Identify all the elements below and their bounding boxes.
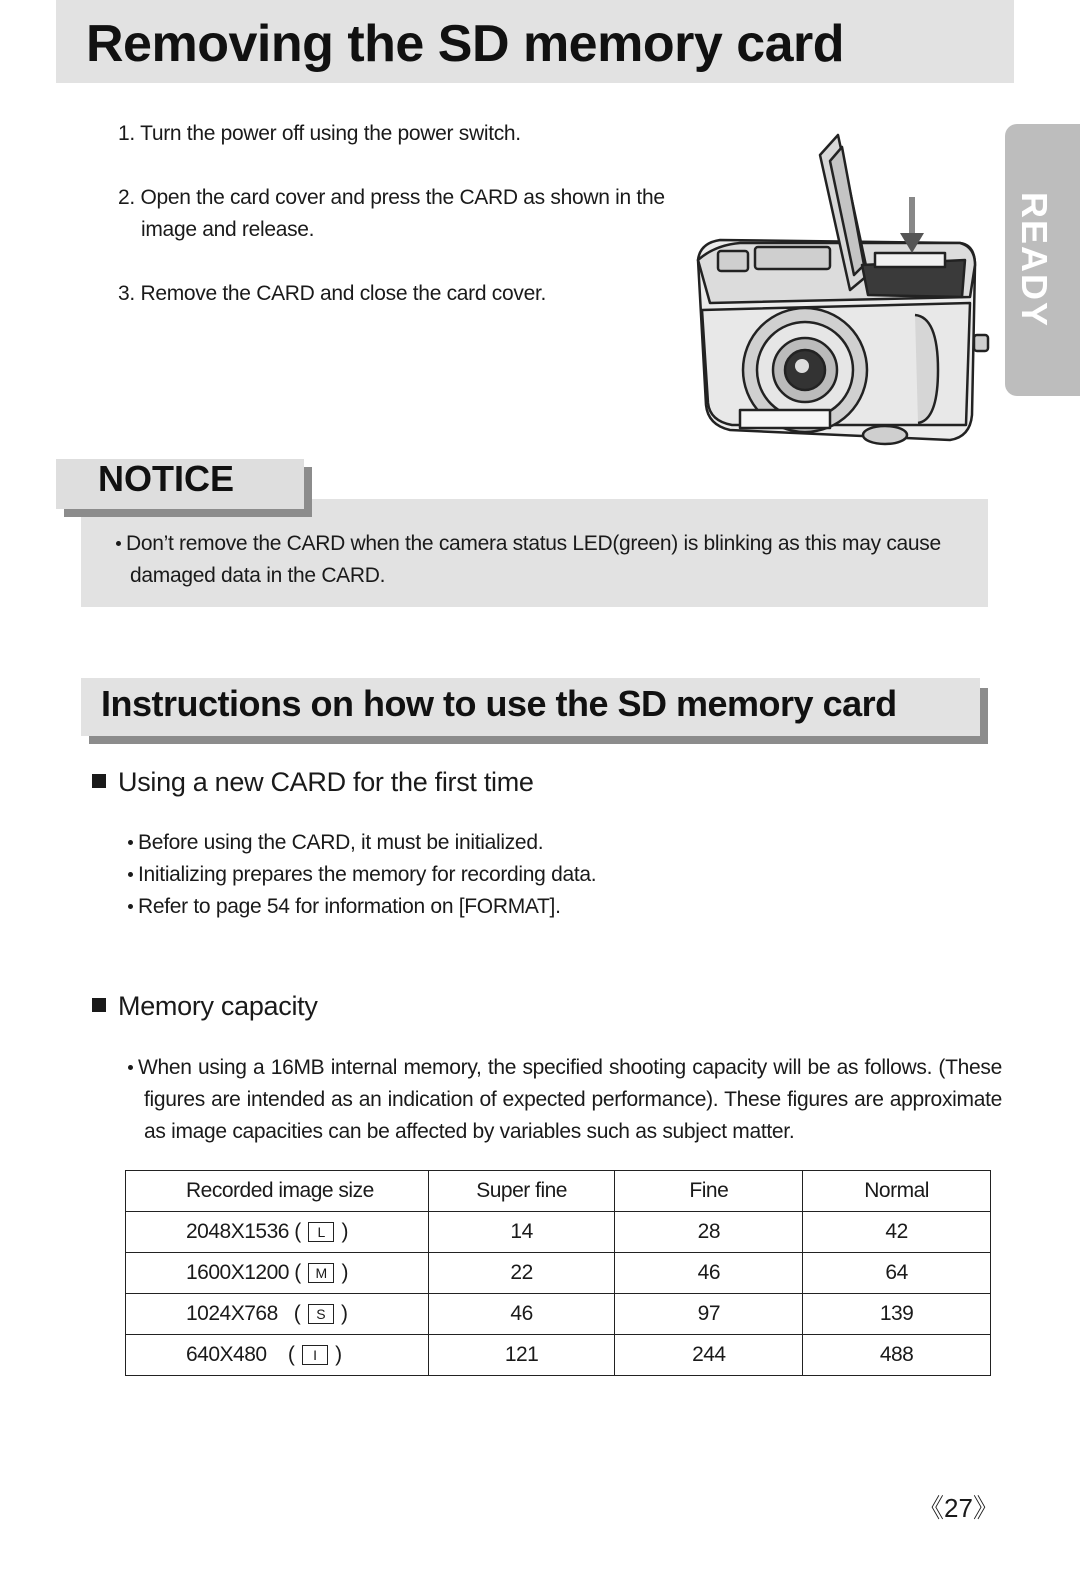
memory-capacity-heading-text: Memory capacity <box>118 991 318 1021</box>
step-3: 3. Remove the CARD and close the card cover. <box>118 282 547 305</box>
new-card-heading-text: Using a new CARD for the first time <box>118 767 534 797</box>
size-m-icon: M <box>308 1263 334 1283</box>
step-2: 2. Open the card cover and press the CARD as shown in the image and release. <box>118 186 665 241</box>
new-card-bullets <box>128 827 828 923</box>
table-cell: 64 <box>803 1253 991 1294</box>
square-bullet-icon <box>92 774 106 788</box>
removal-steps <box>118 118 678 342</box>
table-row <box>126 1212 991 1253</box>
list-item: Initializing prepares the memory for recording data. <box>128 859 828 891</box>
table-row <box>126 1335 991 1376</box>
size-s-icon: S <box>308 1304 334 1324</box>
bullet-dot <box>116 541 121 546</box>
camera-card-slot-icon <box>670 125 1000 455</box>
table-header-cell: Normal <box>803 1171 991 1212</box>
table-cell: 46 <box>428 1294 615 1335</box>
table-header-cell: Super fine <box>428 1171 615 1212</box>
square-bullet-icon <box>92 998 106 1012</box>
list-item: Refer to page 54 for information on [FORMAT]. <box>128 891 828 923</box>
size-cell: 2048X1536 ( L ) <box>126 1212 429 1253</box>
table-cell: 28 <box>615 1212 803 1253</box>
side-tab-label: READY <box>1014 191 1055 329</box>
bullet-dot <box>128 872 133 877</box>
new-card-heading <box>92 767 534 798</box>
section-title: Instructions on how to use the SD memory card <box>101 683 897 724</box>
table-cell: 46 <box>615 1253 803 1294</box>
table-cell: 488 <box>803 1335 991 1376</box>
notice-text <box>116 528 970 592</box>
size-cell: 1600X1200 ( M ) <box>126 1253 429 1294</box>
table-cell: 22 <box>428 1253 615 1294</box>
capacity-table <box>125 1170 991 1376</box>
bullet-dot <box>128 904 133 909</box>
table-header-cell: Recorded image size <box>126 1171 429 1212</box>
size-l-icon: L <box>308 1222 334 1242</box>
bullet-dot <box>128 1065 133 1070</box>
size-cell: 640X480 ( I ) <box>126 1335 429 1376</box>
size-i-icon: I <box>302 1345 328 1365</box>
page-number: 《27》 <box>918 1493 999 1523</box>
page-title: Removing the SD memory card <box>86 15 845 73</box>
table-cell: 42 <box>803 1212 991 1253</box>
notice-label: NOTICE <box>98 458 235 499</box>
notice-message: Don’t remove the CARD when the camera status LED(green) is blinking as this may cause damaged data in the CARD. <box>126 532 941 587</box>
memory-capacity-message: When using a 16MB internal memory, the specified shooting capacity will be as follows. (These figures are intended as an indication of expected performance). These figures are approximate as image capacities can be affected by variables such as subject matter. <box>138 1056 1002 1143</box>
table-cell: 121 <box>428 1335 615 1376</box>
table-cell: 97 <box>615 1294 803 1335</box>
size-cell: 1024X768 ( S ) <box>126 1294 429 1335</box>
table-cell: 244 <box>615 1335 803 1376</box>
table-cell: 14 <box>428 1212 615 1253</box>
table-row <box>126 1294 991 1335</box>
memory-capacity-heading <box>92 991 318 1022</box>
bullet-dot <box>128 840 133 845</box>
list-item: Before using the CARD, it must be initialized. <box>128 827 828 859</box>
memory-capacity-text <box>128 1052 1002 1148</box>
step-1: 1. Turn the power off using the power switch. <box>118 122 521 145</box>
table-header-row <box>126 1171 991 1212</box>
table-header-cell: Fine <box>615 1171 803 1212</box>
table-row <box>126 1253 991 1294</box>
table-cell: 139 <box>803 1294 991 1335</box>
